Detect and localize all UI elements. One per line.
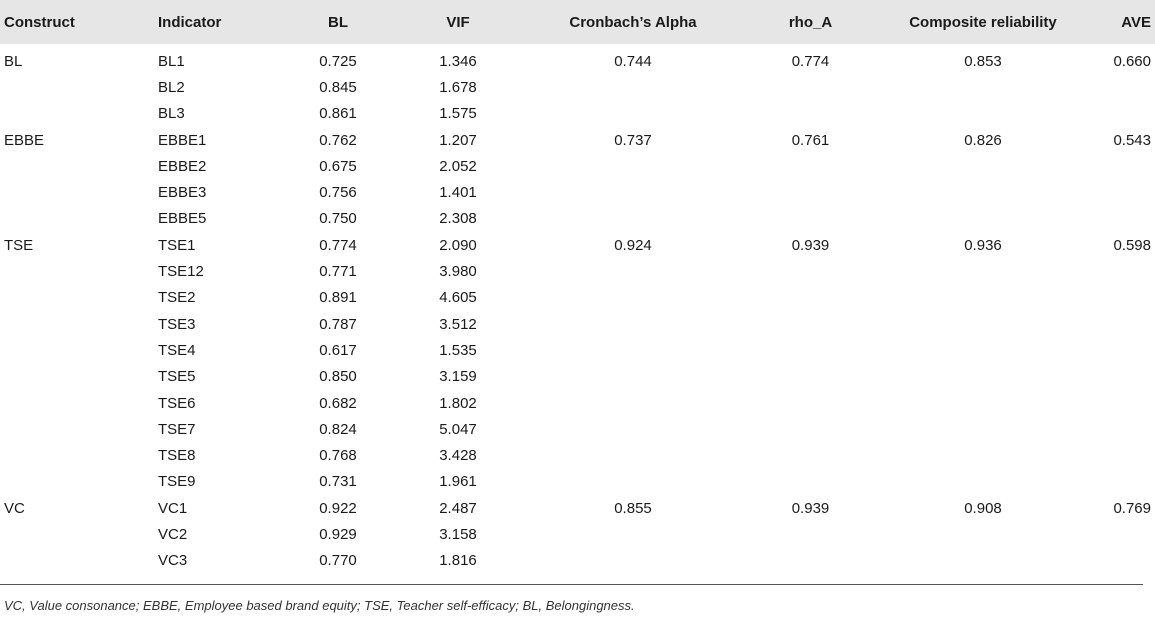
- cell-vif: 1.401: [439, 184, 477, 202]
- cell-ave: 0.543: [1113, 131, 1151, 149]
- cell-ave: [1083, 74, 1155, 100]
- cell-construct: [0, 337, 154, 363]
- cell-vif: 2.308: [439, 210, 477, 228]
- cell-vif: 1.207: [439, 131, 477, 149]
- cell-vif: 1.678: [439, 78, 477, 96]
- cell-rho-a: [738, 74, 883, 100]
- cell-rho-a: [738, 469, 883, 495]
- table-row: [0, 390, 1155, 416]
- cell-indicator: BL2: [158, 78, 185, 96]
- cell-rho-a: [738, 206, 883, 232]
- cell-indicator: TSE1: [158, 236, 196, 254]
- cell-bl: 0.731: [319, 473, 357, 491]
- table-row: [0, 127, 1155, 153]
- cell-bl: 0.845: [319, 78, 357, 96]
- cell-bl: 0.675: [319, 157, 357, 175]
- cell-ave: [1083, 153, 1155, 179]
- cell-cronbach-alpha: 0.744: [614, 52, 652, 70]
- cell-ave: 0.769: [1113, 499, 1151, 517]
- cell-ave: [1083, 364, 1155, 390]
- cell-construct: [0, 101, 154, 127]
- cell-indicator: TSE6: [158, 394, 196, 412]
- cell-cronbach-alpha: [528, 258, 738, 284]
- cell-vif: 1.346: [439, 52, 477, 70]
- header-composite-reliability: Composite reliability: [909, 14, 1057, 31]
- table-row: [0, 337, 1155, 363]
- header-ave: AVE: [1121, 14, 1151, 31]
- cell-vif: 2.052: [439, 157, 477, 175]
- cell-construct: [0, 74, 154, 100]
- cell-bl: 0.770: [319, 552, 357, 570]
- cell-rho-a: [738, 442, 883, 468]
- cell-ave: [1083, 206, 1155, 232]
- table-row: [0, 44, 1155, 74]
- cell-indicator: TSE5: [158, 368, 196, 386]
- header-vif: VIF: [446, 14, 470, 31]
- table-row: [0, 364, 1155, 390]
- table-row: [0, 469, 1155, 495]
- cell-composite-reliability: [883, 74, 1083, 100]
- cell-rho-a: [738, 153, 883, 179]
- cell-bl: 0.787: [319, 315, 357, 333]
- table-header: [0, 0, 1155, 44]
- cell-cronbach-alpha: [528, 311, 738, 337]
- cell-construct: [0, 442, 154, 468]
- cell-indicator: TSE4: [158, 341, 196, 359]
- cell-rho-a: [738, 258, 883, 284]
- cell-composite-reliability: [883, 469, 1083, 495]
- cell-rho-a: [738, 311, 883, 337]
- table-row: [0, 153, 1155, 179]
- header-rho-a: rho_A: [788, 14, 833, 31]
- cell-cronbach-alpha: [528, 416, 738, 442]
- cell-bl: 0.771: [319, 263, 357, 281]
- cell-bl: 0.922: [319, 499, 357, 517]
- cell-composite-reliability: [883, 311, 1083, 337]
- cell-rho-a: [738, 416, 883, 442]
- cell-cronbach-alpha: 0.737: [614, 131, 652, 149]
- cell-construct: [0, 311, 154, 337]
- cell-construct: [0, 258, 154, 284]
- cell-indicator: TSE12: [158, 263, 204, 281]
- header-cronbach-alpha: Cronbach’s Alpha: [569, 14, 697, 31]
- cell-indicator: VC2: [158, 525, 188, 543]
- table-row: [0, 179, 1155, 205]
- cell-rho-a: 0.761: [791, 131, 830, 149]
- cell-construct: [0, 416, 154, 442]
- cell-rho-a: [738, 285, 883, 311]
- cell-ave: 0.660: [1113, 52, 1151, 70]
- cell-composite-reliability: 0.853: [964, 52, 1002, 70]
- cell-rho-a: [738, 521, 883, 547]
- cell-cronbach-alpha: [528, 337, 738, 363]
- cell-vif: 1.816: [439, 552, 477, 570]
- cell-bl: 0.768: [319, 447, 357, 465]
- cell-vif: 4.605: [439, 289, 477, 307]
- cell-construct: [0, 285, 154, 311]
- cell-composite-reliability: [883, 101, 1083, 127]
- cell-composite-reliability: [883, 179, 1083, 205]
- cell-construct: VC: [4, 499, 25, 517]
- cell-ave: [1083, 390, 1155, 416]
- cell-construct: [0, 390, 154, 416]
- cell-vif: 3.980: [439, 263, 477, 281]
- cell-ave: [1083, 521, 1155, 547]
- cell-bl: 0.891: [319, 289, 357, 307]
- cell-composite-reliability: [883, 285, 1083, 311]
- cell-cronbach-alpha: [528, 101, 738, 127]
- table-row: [0, 258, 1155, 284]
- header-bl: BL: [328, 14, 348, 31]
- cell-rho-a: 0.774: [791, 52, 830, 70]
- cell-vif: 3.159: [439, 368, 477, 386]
- cell-construct: [0, 364, 154, 390]
- cell-cronbach-alpha: [528, 179, 738, 205]
- table-row: [0, 416, 1155, 442]
- header-indicator: Indicator: [158, 14, 222, 31]
- cell-vif: 2.090: [439, 236, 477, 254]
- cell-composite-reliability: 0.936: [964, 236, 1002, 254]
- cell-vif: 2.487: [439, 499, 477, 517]
- cell-indicator: EBBE1: [158, 131, 207, 149]
- cell-cronbach-alpha: [528, 153, 738, 179]
- cell-construct: [0, 469, 154, 495]
- cell-rho-a: 0.939: [791, 236, 830, 254]
- cell-composite-reliability: [883, 153, 1083, 179]
- cell-ave: [1083, 548, 1155, 574]
- cell-indicator: TSE8: [158, 447, 196, 465]
- cell-composite-reliability: [883, 337, 1083, 363]
- table-row: [0, 495, 1155, 521]
- cell-indicator: VC1: [158, 499, 188, 517]
- cell-vif: 3.428: [439, 447, 477, 465]
- cell-composite-reliability: [883, 548, 1083, 574]
- bottom-rule: [0, 584, 1143, 585]
- cell-construct: [0, 206, 154, 232]
- cell-composite-reliability: [883, 206, 1083, 232]
- cell-bl: 0.929: [319, 525, 357, 543]
- cell-rho-a: [738, 364, 883, 390]
- cell-vif: 1.535: [439, 341, 477, 359]
- cell-ave: 0.598: [1113, 236, 1151, 254]
- cell-cronbach-alpha: [528, 74, 738, 100]
- cell-composite-reliability: 0.908: [964, 499, 1002, 517]
- cell-vif: 1.575: [439, 105, 477, 123]
- cell-ave: [1083, 469, 1155, 495]
- cell-cronbach-alpha: 0.855: [614, 499, 652, 517]
- cell-cronbach-alpha: [528, 364, 738, 390]
- table-row: [0, 232, 1155, 258]
- cell-bl: 0.774: [319, 236, 357, 254]
- cell-composite-reliability: [883, 258, 1083, 284]
- cell-cronbach-alpha: 0.924: [614, 236, 652, 254]
- table-body: [0, 44, 1155, 574]
- cell-vif: 5.047: [439, 420, 477, 438]
- cell-construct: [0, 548, 154, 574]
- cell-ave: [1083, 337, 1155, 363]
- cell-indicator: TSE2: [158, 289, 196, 307]
- cell-bl: 0.725: [319, 52, 357, 70]
- cell-construct: TSE: [4, 236, 34, 254]
- cell-composite-reliability: [883, 364, 1083, 390]
- cell-composite-reliability: [883, 390, 1083, 416]
- cell-cronbach-alpha: [528, 285, 738, 311]
- cell-vif: 1.961: [439, 473, 477, 491]
- table-row: [0, 285, 1155, 311]
- cell-bl: 0.756: [319, 184, 357, 202]
- cell-indicator: BL3: [158, 105, 185, 123]
- cell-indicator: BL1: [158, 52, 185, 70]
- cell-bl: 0.750: [319, 210, 357, 228]
- cell-rho-a: [738, 101, 883, 127]
- cell-bl: 0.762: [319, 131, 357, 149]
- cell-rho-a: [738, 337, 883, 363]
- cell-bl: 0.824: [319, 420, 357, 438]
- cell-indicator: EBBE2: [158, 157, 207, 175]
- cell-composite-reliability: [883, 416, 1083, 442]
- cell-rho-a: [738, 390, 883, 416]
- cell-cronbach-alpha: [528, 521, 738, 547]
- cell-ave: [1083, 179, 1155, 205]
- cell-bl: 0.682: [319, 394, 357, 412]
- cell-ave: [1083, 101, 1155, 127]
- cell-cronbach-alpha: [528, 548, 738, 574]
- cell-rho-a: [738, 548, 883, 574]
- cell-bl: 0.617: [319, 341, 357, 359]
- header-row: [0, 0, 1155, 44]
- cell-indicator: TSE9: [158, 473, 196, 491]
- cell-rho-a: [738, 179, 883, 205]
- cell-indicator: TSE7: [158, 420, 196, 438]
- cell-vif: 3.512: [439, 315, 477, 333]
- cell-cronbach-alpha: [528, 442, 738, 468]
- cell-ave: [1083, 285, 1155, 311]
- cell-indicator: VC3: [158, 552, 188, 570]
- table-row: [0, 548, 1155, 574]
- table-row: [0, 74, 1155, 100]
- cell-indicator: TSE3: [158, 315, 196, 333]
- cell-composite-reliability: [883, 442, 1083, 468]
- cell-indicator: EBBE3: [158, 184, 207, 202]
- cell-bl: 0.861: [319, 105, 357, 123]
- header-construct: Construct: [4, 14, 75, 31]
- table-row: [0, 442, 1155, 468]
- cell-vif: 3.158: [439, 525, 477, 543]
- cell-cronbach-alpha: [528, 206, 738, 232]
- cell-composite-reliability: [883, 521, 1083, 547]
- cell-vif: 1.802: [439, 394, 477, 412]
- cell-construct: [0, 179, 154, 205]
- table-footnote: VC, Value consonance; EBBE, Employee based brand equity; TSE, Teacher self-efficacy; BL, Belongingness.: [4, 598, 635, 613]
- cell-ave: [1083, 442, 1155, 468]
- cell-ave: [1083, 258, 1155, 284]
- cell-ave: [1083, 416, 1155, 442]
- cell-bl: 0.850: [319, 368, 357, 386]
- cell-construct: BL: [4, 52, 23, 70]
- table-row: [0, 101, 1155, 127]
- cell-construct: [0, 153, 154, 179]
- cell-rho-a: 0.939: [791, 499, 830, 517]
- cell-indicator: EBBE5: [158, 210, 207, 228]
- cell-ave: [1083, 311, 1155, 337]
- cell-cronbach-alpha: [528, 390, 738, 416]
- cell-composite-reliability: 0.826: [964, 131, 1002, 149]
- table-row: [0, 521, 1155, 547]
- cell-construct: [0, 521, 154, 547]
- table-row: [0, 206, 1155, 232]
- cell-construct: EBBE: [4, 131, 45, 149]
- table-row: [0, 311, 1155, 337]
- cell-cronbach-alpha: [528, 469, 738, 495]
